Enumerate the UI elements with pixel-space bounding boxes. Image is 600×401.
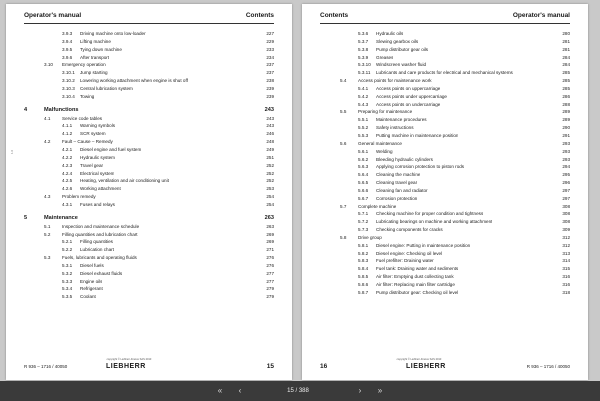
toc-title: Driving machine onto low-loader: [80, 31, 146, 36]
toc-entry[interactable]: [24, 170, 274, 178]
toc-entry[interactable]: [24, 193, 274, 201]
toc-page: 293: [562, 148, 570, 154]
toc-entry[interactable]: [24, 130, 274, 138]
toc-title: After transport: [80, 54, 110, 60]
toc-page: 279: [266, 294, 274, 300]
toc-entry[interactable]: [24, 54, 274, 62]
toc-title: Diesel engine: Putting in maintenance position: [376, 242, 471, 248]
toc-page: 269: [266, 239, 274, 245]
toc-number: 3.9.5: [62, 46, 73, 52]
toc-page: 227: [266, 31, 274, 36]
toc-number: 4.2: [44, 139, 51, 145]
toc-page: 289: [562, 117, 570, 123]
copyright: copyright © Liebherr-France SAS 2013: [106, 358, 152, 361]
toc-entry[interactable]: [24, 231, 274, 239]
prev-page-icon[interactable]: ‹: [238, 386, 242, 395]
toc-number: 5.3.5: [62, 294, 73, 300]
toc-title: Malfunctions: [44, 106, 79, 113]
toc-entry[interactable]: [24, 61, 274, 69]
toc-title: Cleaning travel gear: [376, 180, 418, 186]
toc-page: 254: [266, 201, 274, 207]
toc-title: Towing: [80, 93, 95, 99]
toc-entry[interactable]: [24, 93, 274, 101]
toc-entry[interactable]: [320, 38, 570, 46]
toc-title: Access points on uppercarriage: [376, 85, 441, 91]
toc-title: Lubricating bearings on machine and working attachment: [376, 219, 493, 225]
toc-title: Central lubrication system: [80, 85, 133, 91]
toc-page: 288: [562, 101, 570, 107]
toc-title: Lubricants and care products for electrical and mechanical systems: [376, 70, 513, 76]
next-page-icon[interactable]: ›: [358, 386, 362, 395]
toc-title: Filling quantities: [80, 239, 113, 245]
toc-title: Fuel tank: Draining water and sediments: [376, 266, 459, 272]
toc-number: 5.8.6: [358, 282, 369, 287]
toc-title: Cleaning the machine: [376, 172, 421, 178]
toc-title: Service code tables: [62, 115, 103, 121]
toc-number: 3.9.4: [62, 38, 73, 44]
toc-chapter[interactable]: [24, 213, 274, 223]
toc-number: 5.3.7: [358, 38, 369, 44]
toc-title: Air filter: Emptying dust collecting tank: [376, 274, 454, 280]
toc-entry[interactable]: [320, 179, 570, 187]
toc-page: 309: [562, 227, 570, 233]
toc-page: 313: [562, 250, 570, 256]
toc-number: 5.8.7: [358, 289, 369, 295]
toc-title: Corrosion protection: [376, 195, 418, 201]
toc-page: 284: [562, 62, 570, 68]
toc-number: 5.3.6: [358, 31, 369, 36]
toc-title: Applying corrosion protection to piston rods: [376, 164, 465, 170]
toc-entry[interactable]: [24, 38, 274, 46]
toc-title: Welding: [376, 148, 393, 154]
toc-number: 5.6.4: [358, 172, 369, 178]
toc-page: 284: [562, 54, 570, 60]
toc-title: Maintenance: [44, 214, 78, 221]
toc-number: 5.5: [340, 109, 347, 115]
toc-title: Fuses and relays: [80, 201, 115, 207]
toc-title: Coolant: [80, 294, 96, 300]
toc-number: 4: [24, 106, 28, 113]
page-footer: [24, 356, 274, 370]
header-section: Contents: [320, 12, 349, 19]
toc-page: 239: [266, 85, 274, 91]
toc-entry[interactable]: [320, 289, 570, 297]
toc-number: 5.5.1: [358, 117, 369, 123]
toc-entry[interactable]: [24, 30, 274, 38]
toc-chapter[interactable]: [24, 105, 274, 115]
toc-page: 276: [266, 255, 274, 261]
toc-number: 5.6.1: [358, 148, 369, 154]
toc-number: 5.6: [340, 140, 347, 146]
toc-number: 5.4.3: [358, 101, 369, 107]
toc-entry[interactable]: [320, 61, 570, 69]
toc-title: Windscreen washer fluid: [376, 62, 427, 68]
toc-title: Fuels, lubricants and operating fluids: [62, 255, 137, 261]
header-section: Contents: [245, 12, 274, 19]
toc-title: Bleeding hydraulic cylinders: [376, 156, 433, 162]
toc-number: 3.9.6: [62, 54, 73, 60]
toc-entry[interactable]: [320, 85, 570, 93]
toc-entry[interactable]: [24, 177, 274, 185]
toc-page: 279: [266, 286, 274, 292]
toc-number: 5.8.5: [358, 274, 369, 280]
toc-entry[interactable]: [320, 171, 570, 179]
toc-entry[interactable]: [320, 210, 570, 218]
toc-entry[interactable]: [24, 154, 274, 162]
toc-page: 314: [562, 258, 570, 264]
toc-number: 4.2.3: [62, 162, 73, 168]
toc-entry[interactable]: [320, 234, 570, 242]
toc-title: Greases: [376, 54, 394, 60]
toc-entry[interactable]: [320, 69, 570, 77]
toc-number: 5.4: [340, 78, 347, 84]
page-number: 16: [320, 363, 328, 370]
toc-entry[interactable]: [24, 69, 274, 77]
toc-number: 3.10.4: [62, 93, 75, 99]
toc-entry[interactable]: [24, 278, 274, 286]
toc-entry[interactable]: [320, 46, 570, 54]
toc-page: 296: [562, 180, 570, 186]
toc-page: 249: [266, 146, 274, 152]
toc-number: 4.2.4: [62, 170, 73, 176]
toc-entry[interactable]: [24, 146, 274, 154]
toc-page: 252: [266, 170, 274, 176]
toc-number: 5.8: [340, 234, 347, 240]
liebherr-logo: LIEBHERR: [106, 363, 146, 370]
toc-number: 4.3.1: [62, 201, 73, 207]
toc-title: Electrical system: [80, 170, 115, 176]
toc-page: 229: [266, 38, 274, 44]
toc-title: Air filter: Replacing main filter cartridge: [376, 282, 455, 287]
toc-title: Filling quantities and lubrication chart: [62, 231, 138, 237]
toc-title: Fault – Cause – Remedy: [62, 139, 113, 145]
toc-page: 237: [266, 70, 274, 76]
toc-number: 5.8.4: [358, 266, 369, 272]
doc-code: R 936 – 1716 / 40050: [24, 364, 68, 369]
toc-title: Warning symbols: [80, 123, 116, 129]
toc-page: 316: [562, 282, 570, 287]
toc-page: 290: [562, 125, 570, 131]
toc-number: 5.5.2: [358, 125, 369, 131]
toc-number: 4.1.2: [62, 131, 73, 137]
toc-number: 5.3.9: [358, 54, 369, 60]
toc-page: 277: [266, 270, 274, 276]
toc-title: Fuel prefilter: Draining water: [376, 258, 434, 264]
copyright: copyright © Liebherr-France SAS 2013: [396, 358, 442, 361]
toc-page: 316: [562, 274, 570, 280]
toc-entry[interactable]: [24, 293, 274, 301]
toc-entry[interactable]: [320, 116, 570, 124]
toc-title: Jump starting: [80, 70, 108, 76]
toc-entry[interactable]: [320, 148, 570, 156]
toc-title: Working attachment: [80, 186, 121, 192]
header-rule: [24, 23, 274, 24]
toc-number: 4.2.5: [62, 178, 73, 184]
toc-entry[interactable]: [24, 115, 274, 123]
toc-number: 5.7.3: [358, 227, 369, 233]
toc-page: 246: [266, 131, 274, 137]
toc-title: Diesel engine and fuel system: [80, 146, 142, 152]
toc-page: 237: [266, 62, 274, 68]
toc-title: Checking machine for proper condition and tightness: [376, 211, 484, 217]
toc-entry[interactable]: [24, 238, 274, 246]
toc-page: 238: [266, 78, 274, 84]
toc-entry[interactable]: [320, 187, 570, 195]
toc-page: 281: [562, 38, 570, 44]
header-title: Operator's manual: [512, 12, 570, 19]
toc-title: Slewing gearbox oils: [376, 38, 419, 44]
toc-page: 318: [562, 289, 570, 295]
toc-entry[interactable]: [24, 138, 274, 146]
toc-entry[interactable]: [24, 185, 274, 193]
toc-page: 243: [264, 106, 274, 113]
toc-number: 5.6.2: [358, 156, 369, 162]
toc-entry[interactable]: [320, 108, 570, 116]
toc-page: 243: [266, 115, 274, 121]
toc-number: 5.4.2: [358, 93, 369, 99]
toc-number: 5.7: [340, 203, 347, 209]
page-number: 15: [266, 363, 274, 370]
toc-page: 243: [266, 123, 274, 129]
toc-page: 263: [264, 214, 274, 221]
toc-page: 315: [562, 266, 570, 272]
toc-title: Cleaning fan and radiator: [376, 187, 428, 193]
toc-page: 281: [562, 46, 570, 52]
toc-list: [24, 30, 274, 301]
toc-number: 4.2.1: [62, 146, 73, 152]
toc-entry[interactable]: [320, 77, 570, 85]
toc-title: Access points on undercarriage: [376, 101, 441, 107]
toc-page: 252: [266, 162, 274, 168]
toc-page: 276: [266, 262, 274, 268]
toc-title: Drive group: [358, 234, 382, 240]
toc-number: 5.2.1: [62, 239, 73, 245]
toc-page: 285: [562, 70, 570, 76]
toc-entry[interactable]: [320, 218, 570, 226]
toc-number: 3.9.3: [62, 31, 73, 36]
toc-entry[interactable]: [320, 93, 570, 101]
toc-page: 312: [562, 234, 570, 240]
toc-entry[interactable]: [320, 257, 570, 265]
toc-title: Emergency operation: [62, 62, 106, 68]
toc-title: Lubrication chart: [80, 247, 114, 253]
toc-number: 3.10: [44, 62, 53, 68]
toc-page: 253: [266, 186, 274, 192]
toc-number: 5.8.2: [358, 250, 369, 256]
side-code: 1.0: [10, 149, 14, 154]
toc-title: Pump distributor gear: Checking oil level: [376, 289, 459, 295]
toc-entry[interactable]: [320, 242, 570, 250]
toc-number: 5.6.6: [358, 187, 369, 193]
toc-page: 269: [266, 231, 274, 237]
toc-page: 277: [266, 278, 274, 284]
toc-number: 5.3.1: [62, 262, 73, 268]
toc-page: 297: [562, 195, 570, 201]
toc-page: 248: [266, 139, 274, 145]
toc-number: 5: [24, 214, 28, 221]
toc-number: 5.6.5: [358, 180, 369, 186]
toc-entry[interactable]: [320, 226, 570, 234]
toc-page: 285: [562, 78, 570, 84]
toc-page: 293: [562, 156, 570, 162]
toc-number: 4.2.2: [62, 154, 73, 160]
toc-page: 289: [562, 109, 570, 115]
toc-entry[interactable]: [320, 54, 570, 62]
toc-number: 5.2.2: [62, 247, 73, 253]
toc-title: Complete machine: [358, 203, 397, 209]
toc-number: 3.10.2: [62, 78, 75, 84]
toc-page: 291: [562, 132, 570, 138]
toc-page: 280: [562, 31, 570, 36]
toc-page: 252: [266, 178, 274, 184]
toc-number: 5.4.1: [358, 85, 369, 91]
toc-title: Access points for maintenance work: [358, 78, 432, 84]
toc-entry[interactable]: [320, 132, 570, 140]
toc-entry[interactable]: [320, 140, 570, 148]
toc-title: Heating, ventilation and air conditioning unit: [80, 178, 169, 184]
first-page-icon[interactable]: «: [217, 386, 223, 395]
right-page: [302, 4, 588, 380]
toc-number: 4.1: [44, 115, 51, 121]
last-page-icon[interactable]: »: [377, 386, 383, 395]
toc-title: Checking components for cracks: [376, 227, 443, 233]
toc-page: 254: [266, 194, 274, 200]
toc-page: 312: [562, 242, 570, 248]
toc-page: 263: [266, 223, 274, 229]
toc-page: 308: [562, 211, 570, 217]
toc-number: 5.3.2: [62, 270, 73, 276]
toc-title: Travel gear: [80, 162, 104, 168]
toc-entry[interactable]: [320, 124, 570, 132]
toc-entry[interactable]: [24, 201, 274, 209]
toc-entry[interactable]: [24, 223, 274, 231]
toc-entry[interactable]: [24, 77, 274, 85]
toc-page: 295: [562, 172, 570, 178]
toc-page: 286: [562, 93, 570, 99]
viewer-toolbar: [0, 381, 600, 401]
toc-title: Problem remedy: [62, 194, 96, 200]
header-title: Operator's manual: [24, 12, 82, 19]
toc-title: Preparing for maintenance: [358, 109, 413, 115]
toc-entry[interactable]: [24, 262, 274, 270]
toc-title: Lifting machine: [80, 38, 111, 44]
toc-title: Inspection and maintenance schedule: [62, 223, 140, 229]
toc-number: 5.5.3: [358, 132, 369, 138]
toc-number: 4.2.6: [62, 186, 73, 192]
toc-number: 4.3: [44, 194, 51, 200]
toc-title: Pump distributor gear oils: [376, 46, 429, 52]
liebherr-logo: LIEBHERR: [406, 363, 446, 370]
toc-title: Hydraulic oils: [376, 31, 404, 36]
toc-number: 5.3: [44, 255, 51, 261]
toc-entry[interactable]: [24, 246, 274, 254]
toc-title: Diesel fuels: [80, 262, 104, 268]
toc-title: Refrigerant: [80, 286, 103, 292]
toc-number: 5.3.11: [358, 70, 371, 76]
toc-number: 5.7.2: [358, 219, 369, 225]
toc-number: 5.8.1: [358, 242, 369, 248]
toc-number: 4.1.1: [62, 123, 73, 129]
toc-list: [320, 30, 570, 297]
toc-page: 293: [562, 140, 570, 146]
toc-entry[interactable]: [320, 273, 570, 281]
toc-entry[interactable]: [24, 285, 274, 293]
toc-title: Engine oils: [80, 278, 103, 284]
toc-number: 5.3.8: [358, 46, 369, 52]
toc-entry[interactable]: [24, 162, 274, 170]
toc-entry[interactable]: [320, 195, 570, 203]
toc-entry[interactable]: [320, 101, 570, 109]
toc-number: 5.3.3: [62, 278, 73, 284]
toc-entry[interactable]: [320, 156, 570, 164]
page-indicator[interactable]: 15 / 388: [287, 388, 309, 394]
toc-number: 5.3.4: [62, 286, 73, 292]
toc-number: 5.6.7: [358, 195, 369, 201]
toc-page: 294: [562, 164, 570, 170]
toc-page: 308: [562, 219, 570, 225]
toc-entry[interactable]: [320, 265, 570, 273]
toc-title: Maintenance procedures: [376, 117, 427, 123]
toc-title: Diesel engine: Checking oil level: [376, 250, 443, 256]
toc-page: 239: [266, 93, 274, 99]
toc-number: 5.2: [44, 231, 51, 237]
toc-title: Diesel exhaust fluids: [80, 270, 123, 276]
toc-entry[interactable]: [320, 203, 570, 211]
page-footer: [320, 356, 570, 370]
toc-page: 285: [562, 85, 570, 91]
toc-number: 5.1: [44, 223, 51, 229]
page-navigation: [214, 385, 386, 397]
toc-entry[interactable]: [320, 30, 570, 38]
toc-entry[interactable]: [320, 250, 570, 258]
toc-title: Tying down machine: [80, 46, 122, 52]
toc-page: 234: [266, 54, 274, 60]
toc-number: 5.6.3: [358, 164, 369, 170]
toc-entry[interactable]: [24, 254, 274, 262]
left-page: [6, 4, 292, 380]
toc-number: 5.8.3: [358, 258, 369, 264]
toc-page: 297: [562, 187, 570, 193]
toc-entry[interactable]: [24, 122, 274, 130]
toc-title: Hydraulic system: [80, 154, 115, 160]
toc-title: SCR system: [80, 131, 106, 137]
toc-entry[interactable]: [24, 270, 274, 278]
toc-page: 271: [266, 247, 274, 253]
toc-title: Lowering working attachment when engine is shut off: [80, 78, 188, 84]
toc-title: Safety instructions: [376, 125, 414, 131]
toc-entry[interactable]: [320, 281, 570, 289]
toc-number: 5.3.10: [358, 62, 371, 68]
toc-title: General maintenance: [358, 140, 402, 146]
doc-code: R 936 – 1716 / 40050: [526, 364, 570, 369]
toc-page: 308: [562, 203, 570, 209]
toc-title: Putting machine in maintenance position: [376, 132, 459, 138]
toc-number: 5.7.1: [358, 211, 369, 217]
header-rule: [320, 23, 570, 24]
toc-page: 251: [266, 154, 274, 160]
toc-page: 233: [266, 46, 274, 52]
toc-number: 3.10.3: [62, 85, 75, 91]
toc-entry[interactable]: [320, 163, 570, 171]
toc-title: Access points under uppercarriage: [376, 93, 447, 99]
toc-number: 3.10.1: [62, 70, 75, 76]
toc-entry[interactable]: [24, 46, 274, 54]
toc-entry[interactable]: [24, 85, 274, 93]
